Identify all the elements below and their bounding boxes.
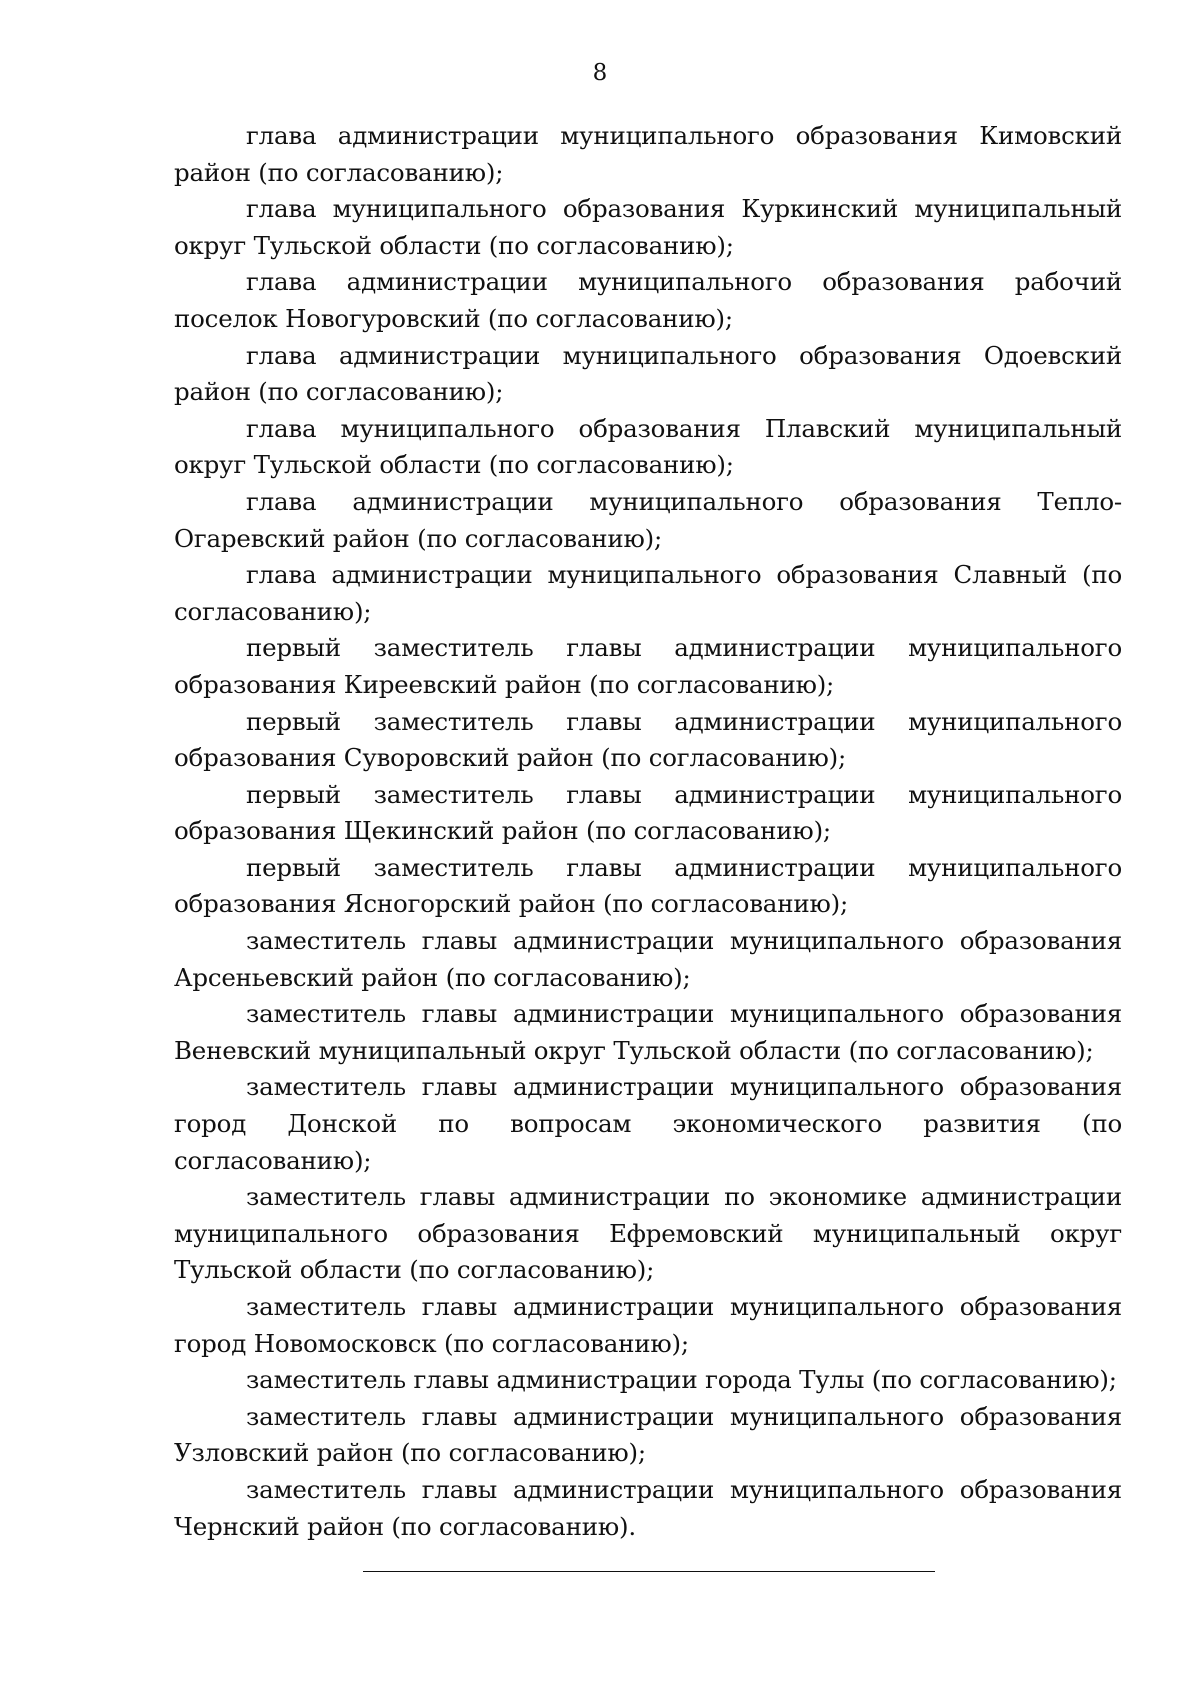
list-item: глава администрации муниципального образования рабочий поселок Новогуровский (по согласованию); [174,267,1122,333]
list-item: заместитель главы администрации муниципального образования Арсеньевский район (по согласованию); [174,926,1122,992]
list-item: заместитель главы администрации города Тулы (по согласованию); [246,1365,1117,1395]
list-item: заместитель главы администрации муниципального образования Чернский район (по согласованию). [174,1474,1122,1541]
list-item: первый заместитель главы администрации муниципального образования Киреевский район (по согласованию); [174,633,1122,699]
list-item: заместитель главы администрации по экономике администрации муниципального образования Ефремовский муниципальный округ Тульской области (по согласованию); [174,1182,1122,1285]
list-item: заместитель главы администрации муниципального образования Узловский район (по согласованию); [174,1401,1122,1468]
list-item: глава муниципального образования Куркинский муниципальный округ Тульской области (по согласованию); [174,194,1122,260]
end-separator-line [363,1571,935,1572]
page-number: 8 [592,60,608,86]
list-item: первый заместитель главы администрации муниципального образования Щекинский район (по согласованию); [174,779,1122,846]
list-item: заместитель главы администрации муниципального образования город Донской по вопросам экономического развития (по согласованию); [174,1072,1122,1175]
document-body [174,118,1122,1545]
list-item: заместитель главы администрации муниципального образования Веневский муниципальный округ Тульской области (по согласованию); [174,999,1122,1065]
list-item: глава администрации муниципального образования Тепло-Огаревский район (по согласованию); [174,486,1122,553]
list-item: первый заместитель главы администрации муниципального образования Ясногорский район (по согласованию); [174,852,1122,919]
list-item: глава администрации муниципального образования Кимовский район (по согласованию); [174,121,1122,187]
list-item: заместитель главы администрации муниципального образования город Новомосковск (по согласованию); [174,1292,1122,1358]
list-item: глава администрации муниципального образования Славный (по согласованию); [174,560,1122,626]
list-item: глава администрации муниципального образования Одоевский район (по согласованию); [174,340,1122,407]
list-item: глава муниципального образования Плавский муниципальный округ Тульской области (по согласованию); [174,413,1122,480]
list-item: первый заместитель главы администрации муниципального образования Суворовский район (по согласованию); [174,706,1122,773]
